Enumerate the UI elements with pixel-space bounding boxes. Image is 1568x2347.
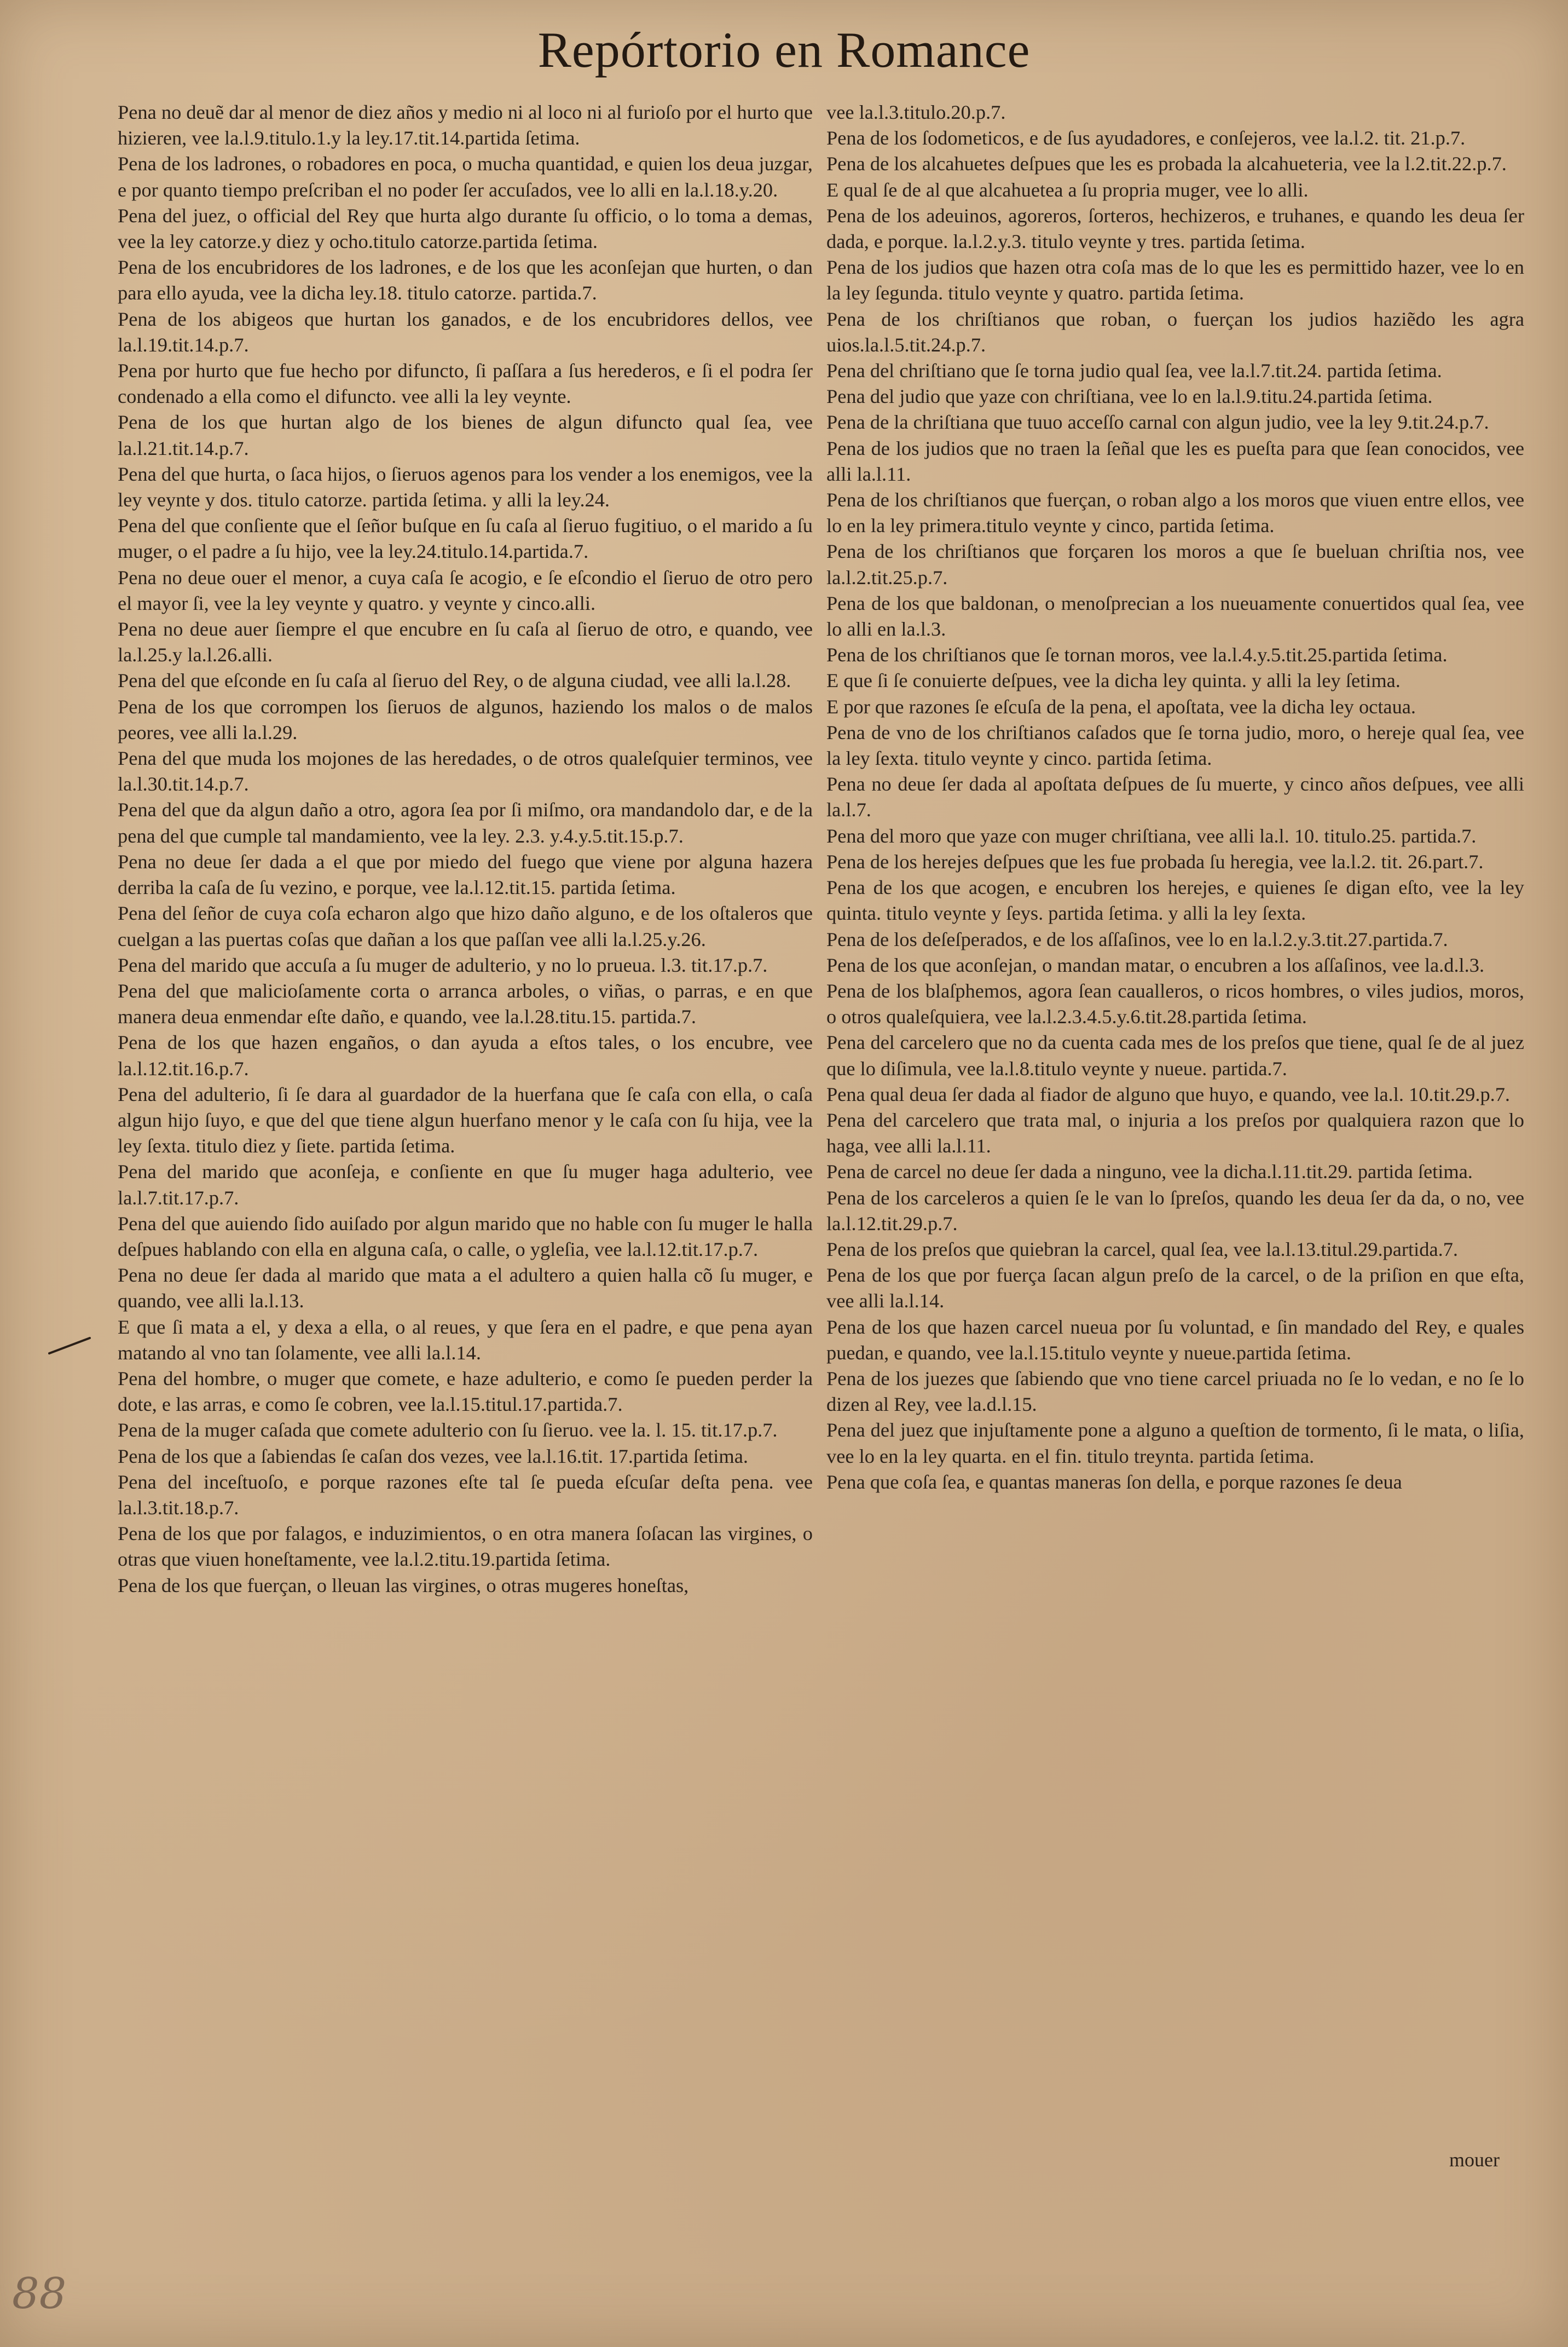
index-entry: Pena de los deſeſperados, e de los aſſaſinos, vee lo en la.l.2.y.3.tit.27.partida.7.	[826, 928, 1448, 950]
index-entry: Pena no deue ſer dada a el que por miedo del fuego que viene por alguna hazera derriba la caſa de ſu vezino, e porque, vee la.l.12.tit.15. partida ſetima.	[118, 850, 813, 899]
index-entry: Pena de los blaſphemos, agora ſean caualleros, o ricos hombres, o viles judios, moros, o otros qualeſquiera, vee la.l.2.3.4.5.y.6.tit.28.partida ſetima.	[826, 979, 1524, 1028]
running-head-title: Repórtorio en Romance	[537, 22, 1031, 78]
index-entry: Pena de vno de los chriſtianos caſados que ſe torna judio, moro, o hereje qual ſea, vee la ley ſexta. titulo veynte y cinco. partida ſetima.	[826, 721, 1524, 770]
index-entry: Pena de los que por falagos, e induzimientos, o en otra manera ſoſacan las virgines, o otras que viuen honeſtamente, vee la.l.2.titu.19.partida ſetima.	[118, 1523, 813, 1571]
index-entry: Pena que coſa ſea, e quantas maneras ſon della, e porque razones ſe deua	[826, 1471, 1402, 1493]
index-entry: Pena de los que hazen engaños, o dan ayuda a eſtos tales, o los encubre, vee la.l.12.tit.16.p.7.	[118, 1031, 813, 1080]
index-entry: Pena del que auiendo ſido auiſado por algun marido que no hable con ſu muger le halla deſpues hablando con ella en alguna caſa, o calle, o ygleſia, vee la.l.12.tit.17.p.7.	[118, 1212, 813, 1260]
index-entry: Pena del juez que injuſtamente pone a alguno a queſtion de tormento, ſi le mata, o liſia, vee lo en la ley quarta. en el fin. titulo treynta. partida ſetima.	[826, 1419, 1524, 1467]
index-entry: Pena de los que corrompen los ſieruos de algunos, haziendo los malos o de malos peores, vee alli la.l.29.	[118, 695, 813, 743]
index-entry: Pena del judio que yaze con chriſtiana, vee lo en la.l.9.titu.24.partida ſetima.	[826, 385, 1433, 408]
margin-pen-stroke	[48, 1335, 92, 1357]
index-entry: Pena de los chriſtianos que forçaren los moros a que ſe bueluan chriſtia nos, vee la.l.2.tit.25.p.7.	[826, 540, 1524, 589]
index-entry: Pena de los chriſtianos que fuerçan, o roban algo a los moros que viuen entre ellos, vee lo en la ley primera.titulo veynte y cinco, partida ſetima.	[826, 489, 1524, 537]
index-entry: E por que razones ſe eſcuſa de la pena, el apoſtata, vee la dicha ley octaua.	[826, 695, 1416, 718]
index-entry: Pena del moro que yaze con muger chriſtiana, vee alli la.l. 10. titulo.25. partida.7.	[826, 824, 1477, 847]
index-entry: Pena de los preſos que quiebran la carcel, qual ſea, vee la.l.13.titul.29.partida.7.	[826, 1238, 1458, 1260]
index-entry: Pena no deue auer ſiempre el que encubre en ſu caſa al ſieruo de otro, e quando, vee la.l.25.y la.l.26.alli.	[118, 618, 813, 666]
index-entry: Pena del carcelero que trata mal, o injuria a los preſos por qualquiera razon que lo haga, vee alli la.l.11.	[826, 1109, 1524, 1157]
left-column	[118, 100, 813, 1599]
index-entry: Pena del juez, o official del Rey que hurta algo durante ſu officio, o lo toma a demas, vee la ley catorze.y diez y ocho.titulo catorze.partida ſetima.	[118, 204, 813, 253]
index-entry: Pena no deuẽ dar al menor de diez años y medio ni al loco ni al furioſo por el hurto que hizieren, vee la.l.9.titulo.1.y la ley.17.tit.14.partida ſetima.	[118, 101, 813, 149]
index-entry: Pena del hombre, o muger que comete, e haze adulterio, e como ſe pueden perder la dote, e las arras, e como ſe cobren, vee la.l.15.titul.17.partida.7.	[118, 1367, 813, 1416]
index-entry: Pena del carcelero que no da cuenta cada mes de los preſos que tiene, qual ſe de al juez que lo diſimula, vee la.l.8.titulo veynte y nueue. partida.7.	[826, 1031, 1524, 1080]
index-entry: Pena por hurto que fue hecho por difuncto, ſi paſſara a ſus herederos, e ſi el podra ſer condenado a ella como el difuncto. vee alli la ley veynte.	[118, 360, 813, 408]
index-entry: Pena del que hurta, o ſaca hijos, o ſieruos agenos para los vender a los enemigos, vee la ley veynte y dos. titulo catorze. partida ſetima. y alli la ley.24.	[118, 463, 813, 511]
index-entry: E que ſi mata a el, y dexa a ella, o al reues, y que ſera en el padre, e que pena ayan matando al vno tan ſolamente, vee alli la.l.14.	[118, 1316, 813, 1364]
index-entry: Pena de los encubridores de los ladrones, e de los que les aconſejan que hurten, o dan para ello ayuda, vee la dicha ley.18. titulo catorze. partida.7.	[118, 256, 813, 304]
index-entry: Pena de los judios que no traen la ſeñal que les es pueſta para que ſean conocidos, vee alli la.l.11.	[826, 437, 1524, 485]
index-entry: Pena del que malicioſamente corta o arranca arboles, o viñas, o parras, e en que manera deua enmendar eſte daño, e quando, vee la.l.28.titu.15. partida.7.	[118, 979, 813, 1028]
index-entry: Pena del adulterio, ſi ſe dara al guardador de la huerfana que ſe caſa con ella, o caſa algun hijo ſuyo, e que del que tiene algun huerfano menor y le caſa con ſu hija, vee la ley ſexta. titulo diez y ſiete. partida ſetima.	[118, 1083, 813, 1157]
index-entry: Pena del inceſtuoſo, e porque razones eſte tal ſe pueda eſcuſar deſta pena. vee la.l.3.tit.18.p.7.	[118, 1471, 813, 1519]
index-entry: Pena del chriſtiano que ſe torna judio qual ſea, vee la.l.7.tit.24. partida ſetima.	[826, 360, 1442, 382]
right-column	[826, 100, 1524, 1495]
index-entry: Pena no deue ſer dada al marido que mata a el adultero a quien halla cõ ſu muger, e quando, vee alli la.l.13.	[118, 1264, 813, 1312]
index-entry: Pena de los ſodometicos, e de ſus ayudadores, e conſejeros, vee la.l.2. tit. 21.p.7.	[826, 127, 1466, 149]
catchword: mouer	[1449, 2149, 1500, 2171]
index-entry: Pena de los que aconſejan, o mandan matar, o encubren a los aſſaſinos, vee la.d.l.3.	[826, 954, 1485, 976]
index-entry: Pena de la muger caſada que comete adulterio con ſu ſieruo. vee la. l. 15. tit.17.p.7.	[118, 1419, 778, 1441]
index-entry: Pena del marido que accuſa a ſu muger de adulterio, y no lo prueua. l.3. tit.17.p.7.	[118, 954, 768, 976]
index-entry: E qual ſe de al que alcahuetea a ſu propria muger, vee lo alli.	[826, 178, 1309, 201]
index-entry: Pena de los ladrones, o robadores en poca, o mucha quantidad, e quien los deua juzgar, e por quanto tiempo preſcriban el no poder ſer accuſados, vee lo alli en la.l.18.y.20.	[118, 153, 813, 201]
index-entry: Pena de la chriſtiana que tuuo acceſſo carnal con algun judio, vee la ley 9.tit.24.p.7.	[826, 411, 1489, 434]
index-entry: Pena de los alcahuetes deſpues que les es probada la alcahueteria, vee la l.2.tit.22.p.7.	[826, 153, 1507, 175]
index-entry: Pena de los chriſtianos que roban, o fuerçan los judios haziẽdo les agra uios.la.l.5.tit.24.p.7.	[826, 308, 1524, 356]
index-entry: Pena de los que a ſabiendas ſe caſan dos vezes, vee la.l.16.tit. 17.partida ſetima.	[118, 1445, 748, 1467]
index-entry: vee la.l.3.titulo.20.p.7.	[826, 101, 1006, 123]
index-entry: Pena del que eſconde en ſu caſa al ſieruo del Rey, o de alguna ciudad, vee alli la.l.28.	[118, 670, 791, 692]
index-entry: Pena del que da algun daño a otro, agora ſea por ſi miſmo, ora mandandolo dar, e de la pena del que cumple tal mandamiento, vee la ley. 2.3. y.4.y.5.tit.15.p.7.	[118, 799, 813, 847]
index-entry: Pena de los chriſtianos que ſe tornan moros, vee la.l.4.y.5.tit.25.partida ſetima.	[826, 644, 1448, 666]
index-entry: Pena no deue ouer el menor, a cuya caſa ſe acogio, e ſe eſcondio el ſieruo de otro pero el mayor ſi, vee la ley veynte y quatro. y veynte y cinco.alli.	[118, 566, 813, 614]
index-entry: Pena de los que fuerçan, o lleuan las virgines, o otras mugeres honeſtas,	[118, 1574, 689, 1596]
index-entry: Pena qual deua ſer dada al fiador de alguno que huyo, e quando, vee la.l. 10.tit.29.p.7.	[826, 1083, 1511, 1105]
index-entry: Pena de los judios que hazen otra coſa mas de lo que les es permittido hazer, vee lo en la ley ſegunda. titulo veynte y quatro. partida ſetima.	[826, 256, 1524, 304]
index-entry: Pena de los abigeos que hurtan los ganados, e de los encubridores dellos, vee la.l.19.tit.14.p.7.	[118, 308, 813, 356]
index-entry: E que ſi ſe conuierte deſpues, vee la dicha ley quinta. y alli la ley ſetima.	[826, 670, 1401, 692]
index-entry: Pena no deue ſer dada al apoſtata deſpues de ſu muerte, y cinco años deſpues, vee alli la.l.7.	[826, 773, 1524, 821]
index-entry: Pena de carcel no deue ſer dada a ninguno, vee la dicha.l.11.tit.29. partida ſetima.	[826, 1161, 1473, 1183]
index-entry: Pena de los carceleros a quien ſe le van lo ſpreſos, quando les deua ſer da da, o no, vee la.l.12.tit.29.p.7.	[826, 1186, 1524, 1235]
index-entry: Pena de los que hurtan algo de los bienes de algun difuncto qual ſea, vee la.l.21.tit.14.p.7.	[118, 411, 813, 459]
index-entry: Pena de los que baldonan, o menoſprecian a los nueuamente conuertidos qual ſea, vee lo alli en la.l.3.	[826, 592, 1524, 641]
index-entry: Pena del ſeñor de cuya coſa echaron algo que hizo daño alguno, e de los oſtaleros que cuelgan a las puertas coſas que dañan a los que paſſan vee alli la.l.25.y.26.	[118, 902, 813, 950]
index-entry: Pena del marido que aconſeja, e conſiente en que ſu muger haga adulterio, vee la.l.7.tit.17.p.7.	[118, 1161, 813, 1209]
index-entry: Pena de los que por fuerça ſacan algun preſo de la carcel, o de la priſion en que eſta, vee alli la.l.14.	[826, 1264, 1524, 1312]
index-entry: Pena de los juezes que ſabiendo que vno tiene carcel priuada no ſe lo vedan, e no ſe lo dizen al Rey, vee la.d.l.15.	[826, 1367, 1524, 1416]
index-entry: Pena de los que acogen, e encubren los herejes, e quienes ſe digan eſto, vee la ley quinta. titulo veynte y ſeys. partida ſetima. y alli la ley ſexta.	[826, 876, 1524, 925]
index-entry: Pena de los herejes deſpues que les fue probada ſu heregia, vee la.l.2. tit. 26.part.7.	[826, 850, 1484, 873]
index-entry: Pena de los que hazen carcel nueua por ſu voluntad, e ſin mandado del Rey, e quales puedan, e quando, vee la.l.15.titulo veynte y nueue.partida ſetima.	[826, 1316, 1524, 1364]
folio-number: 88	[12, 2269, 67, 2319]
index-entry: Pena del que conſiente que el ſeñor buſque en ſu caſa al ſieruo fugitiuo, o el marido a ſu muger, o el padre a ſu hijo, vee la ley.24.titulo.14.partida.7.	[118, 515, 813, 563]
index-entry: Pena de los adeuinos, agoreros, ſorteros, hechizeros, e truhanes, e quando les deua ſer dada, e porque. la.l.2.y.3. titulo veynte y tres. partida ſetima.	[826, 204, 1524, 253]
index-entry: Pena del que muda los mojones de las heredades, o de otros qualeſquier terminos, vee la.l.30.tit.14.p.7.	[118, 747, 813, 795]
